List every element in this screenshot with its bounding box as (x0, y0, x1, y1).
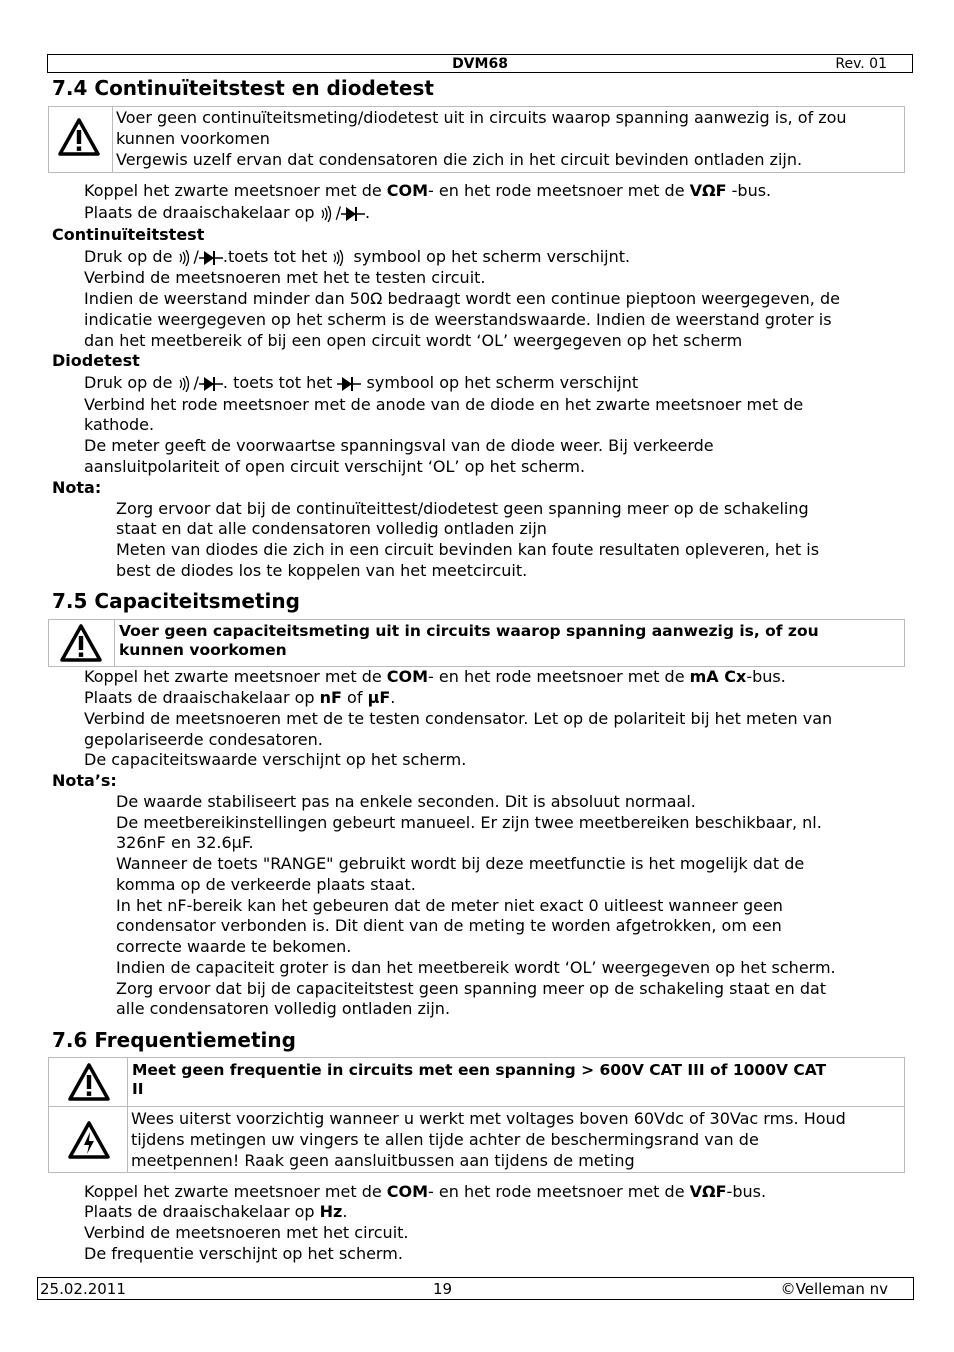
note-text: alle condensatoren volledig ontladen zijn. (116, 999, 451, 1018)
page-footer (37, 1277, 914, 1300)
paragraph: De meter geeft de voorwaartse spanningsval van de diode weer. Bij verkeerde (84, 436, 714, 455)
note-text: condensator verbonden is. Dit dient van de meting te worden afgetrokken, om een (116, 916, 782, 935)
warning-text (116, 107, 847, 170)
paragraph: Plaats de draaischakelaar op / . (84, 203, 371, 222)
warning-text (132, 1061, 826, 1099)
warning-box-continuity (48, 106, 905, 173)
paragraph: De capaciteitswaarde verschijnt op het scherm. (84, 750, 467, 769)
warning-icon-cell (49, 1058, 128, 1107)
paragraph: Verbind de meetsnoeren met het te testen circuit. (84, 268, 486, 287)
paragraph: Indien de weerstand minder dan 50Ω bedraagt wordt een continue pieptoon weergegeven, de (84, 289, 840, 308)
warning-line: Wees uiterst voorzichtig wanneer u werkt met voltages boven 60Vdc of 30Vac rms. Houd (131, 1109, 846, 1128)
paragraph: Verbind de meetsnoeren met het circuit. (84, 1223, 409, 1242)
diode-icon (337, 376, 361, 392)
warning-line: II (132, 1080, 144, 1098)
warning-line: tijdens metingen uw vingers te allen tijde achter de beschermingsrand van de (131, 1130, 759, 1149)
paragraph: Plaats de draaischakelaar op nF of µF. (84, 688, 396, 707)
warning-line: Meet geen frequentie in circuits met een spanning > 600V CAT III of 1000V CAT (132, 1061, 827, 1079)
beep-icon (178, 250, 194, 266)
warning-line: kunnen voorkomen (116, 129, 270, 148)
section-title-7-6: 7.6 Frequentiemeting (52, 1028, 296, 1052)
note-label: Nota: (52, 478, 102, 497)
note-text: In het nF-bereik kan het gebeuren dat de meter niet exact 0 uitleest wanneer geen (116, 896, 783, 915)
warning-text (131, 1108, 846, 1171)
page-number: 19 (433, 1280, 453, 1298)
footer-date: 25.02.2011 (40, 1280, 126, 1298)
warning-box-capacitance (48, 619, 905, 667)
warning-icon (57, 117, 101, 157)
note-text: Meten van diodes die zich in een circuit bevinden kan foute resultaten opleveren, het is (116, 540, 820, 559)
note-text: komma op de verkeerde plaats staat. (116, 875, 416, 894)
note-text: 326nF en 32.6µF. (116, 833, 254, 852)
diode-icon (199, 376, 223, 392)
paragraph: Plaats de draaischakelaar op Hz. (84, 1202, 348, 1221)
note-text: De waarde stabiliseert pas na enkele seconden. Dit is absoluut normaal. (116, 792, 696, 811)
note-text: correcte waarde te bekomen. (116, 937, 352, 956)
beep-icon (178, 376, 194, 392)
warning-icon (59, 623, 103, 663)
paragraph: Koppel het zwarte meetsnoer met de COM- en het rode meetsnoer met de VΩF -bus. (84, 181, 772, 200)
note-text: Zorg ervoor dat bij de capaciteitstest geen spanning meer op de schakeling staat en dat (116, 979, 827, 998)
paragraph: Koppel het zwarte meetsnoer met de COM- en het rode meetsnoer met de VΩF-bus. (84, 1182, 767, 1201)
paragraph: dan het meetbereik of bij een open circuit wordt ‘OL’ weergegeven op het scherm (84, 331, 743, 350)
paragraph: aansluitpolariteit of open circuit verschijnt ‘OL’ op het scherm. (84, 457, 586, 476)
paragraph: indicatie weergegeven op het scherm is de weerstandswaarde. Indien de weerstand groter is (84, 310, 832, 329)
paragraph: Verbind de meetsnoeren met de te testen condensator. Let op de polariteit bij het meten van (84, 709, 833, 728)
high-voltage-icon (67, 1120, 111, 1160)
note-text: Wanneer de toets "RANGE" gebruikt wordt bij deze meetfunctie is het mogelijk dat de (116, 854, 805, 873)
doc-title: DVM68 (452, 56, 508, 72)
row-divider (128, 1106, 904, 1107)
footer-copyright: ©Velleman nv (780, 1280, 888, 1298)
paragraph: Druk op de / . toets tot het symbool op het scherm verschijnt (84, 373, 639, 392)
beep-icon (332, 250, 348, 266)
note-text: De meetbereikinstellingen gebeurt manueel. Er zijn twee meetbereiken beschikbaar, nl. (116, 813, 822, 832)
warning-line: Vergewis uzelf ervan dat condensatoren die zich in het circuit bevinden ontladen zijn. (116, 150, 803, 169)
section-title-7-4: 7.4 Continuïteitstest en diodetest (52, 76, 434, 100)
warning-box-frequency (48, 1057, 905, 1173)
note-text: Zorg ervoor dat bij de continuïteittest/diodetest geen spanning meer op de schakeling (116, 499, 809, 518)
note-text: Indien de capaciteit groter is dan het meetbereik wordt ‘OL’ weergegeven op het scherm. (116, 958, 836, 977)
warning-icon (67, 1062, 111, 1102)
paragraph: De frequentie verschijnt op het scherm. (84, 1244, 403, 1263)
note-label: Nota’s: (52, 771, 117, 790)
warning-line: meetpennen! Raak geen aansluitbussen aan tijdens de meting (131, 1151, 635, 1170)
diode-icon (199, 250, 223, 266)
subheading-continuity: Continuïteitstest (52, 225, 205, 244)
warning-line: kunnen voorkomen (119, 641, 287, 659)
revision: Rev. 01 (835, 56, 887, 72)
section-title-7-5: 7.5 Capaciteitsmeting (52, 589, 300, 613)
subheading-diode: Diodetest (52, 351, 140, 370)
shock-icon-cell (49, 1107, 128, 1172)
warning-icon-cell (49, 107, 113, 172)
note-text: best de diodes los te koppelen van het meetcircuit. (116, 561, 528, 580)
paragraph: gepolariseerde condesatoren. (84, 730, 323, 749)
page-header (47, 54, 913, 73)
paragraph: Koppel het zwarte meetsnoer met de COM- en het rode meetsnoer met de mA Cx-bus. (84, 667, 786, 686)
paragraph: Druk op de / .toets tot het symbool op het scherm verschijnt. (84, 247, 631, 266)
note-text: staat en dat alle condensatoren volledig ontladen zijn (116, 519, 547, 538)
warning-text (119, 622, 819, 660)
warning-line: Voer geen capaciteitsmeting uit in circuits waarop spanning aanwezig is, of zou (119, 622, 819, 640)
paragraph: Verbind het rode meetsnoer met de anode van de diode en het zwarte meetsnoer met de (84, 395, 804, 414)
beep-icon (320, 206, 336, 222)
paragraph: kathode. (84, 415, 155, 434)
warning-line: Voer geen continuïteitsmeting/diodetest uit in circuits waarop spanning aanwezig is, of zou (116, 108, 847, 127)
diode-icon (341, 206, 365, 222)
warning-icon-cell (49, 620, 115, 666)
